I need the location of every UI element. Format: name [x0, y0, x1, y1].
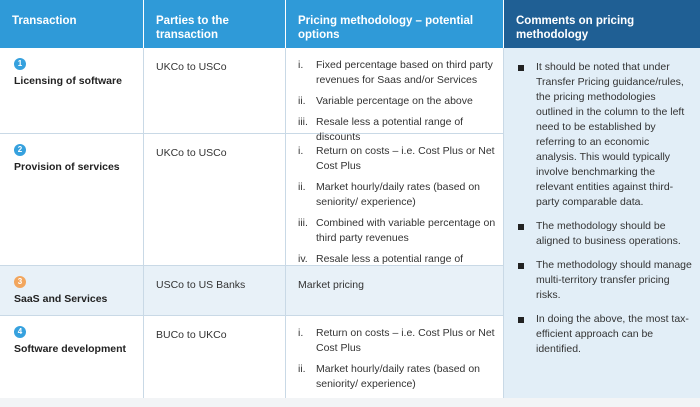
pricing-cell [286, 316, 504, 398]
method-item: ii. Market hourly/daily rates (based on seniority/ experience) [298, 363, 480, 390]
method-item: i. Return on costs – i.e. Cost Plus or Net Cost Plus [298, 327, 495, 354]
comments-panel [504, 48, 700, 398]
header-parties: Parties to the transaction [144, 0, 286, 48]
method-item: iii. Resale less a potential range of discounts [298, 116, 464, 143]
transaction-title: Licensing of software [14, 75, 122, 87]
header-comments: Comments on pricing methodology [504, 0, 700, 48]
row-number-badge: 4 [14, 326, 26, 338]
transaction-cell [0, 266, 144, 315]
header-pricing-methodology: Pricing methodology – potential options [286, 0, 504, 48]
row-number-badge: 3 [14, 276, 26, 288]
parties-cell: USCo to US Banks [144, 266, 286, 315]
method-item: i. Return on costs – i.e. Cost Plus or Net Cost Plus [298, 145, 495, 172]
method-item: ii. Variable percentage on the above [298, 95, 473, 107]
bullet-square-icon [518, 224, 524, 230]
pricing-cell [286, 134, 504, 265]
row-number-badge: 2 [14, 144, 26, 156]
parties-cell: BUCo to UKCo [144, 316, 286, 398]
table-row [0, 134, 504, 266]
method-item: iv. Resale less a potential range of [298, 253, 464, 265]
pricing-cell [286, 266, 504, 315]
comment-item: The methodology should manage multi-territory transfer pricing risks. [518, 258, 692, 303]
table-row [0, 48, 504, 143]
method-item: i. Fixed percentage based on third party revenues for Saas and/or Services [298, 59, 493, 86]
transaction-title: Software development [14, 343, 127, 355]
bullet-square-icon [518, 317, 524, 323]
row-number-badge: 1 [14, 58, 26, 70]
footer-band [0, 398, 700, 407]
table-row [0, 266, 504, 316]
pricing-cell [286, 48, 504, 143]
comment-item: The methodology should be aligned to business operations. [518, 219, 692, 249]
bullet-square-icon [518, 263, 524, 269]
method-item: ii. Market hourly/daily rates (based on seniority/ experience) [298, 181, 480, 208]
comment-item: It should be noted that under Transfer Pricing guidance/rules, the pricing methodologies outlined in the column to the left need to be established by referring to an economic analysis. This would typically involve benchmarking the relevant entities against third-party comparable data. [518, 60, 692, 210]
header-transaction: Transaction [0, 0, 144, 48]
transaction-title: SaaS and Services [14, 293, 108, 305]
pricing-text: Market pricing [298, 279, 364, 291]
transaction-title: Provision of services [14, 161, 120, 173]
method-item: iii. Combined with variable percentage on third party revenues [298, 217, 496, 244]
parties-cell: UKCo to USCo [144, 48, 286, 133]
parties-cell: UKCo to USCo [144, 134, 286, 265]
transaction-cell [0, 134, 144, 265]
transaction-cell [0, 48, 144, 133]
table-row [0, 316, 504, 398]
transaction-cell [0, 316, 144, 398]
bullet-square-icon [518, 65, 524, 71]
comment-item: In doing the above, the most tax-efficient approach can be identified. [518, 312, 692, 357]
